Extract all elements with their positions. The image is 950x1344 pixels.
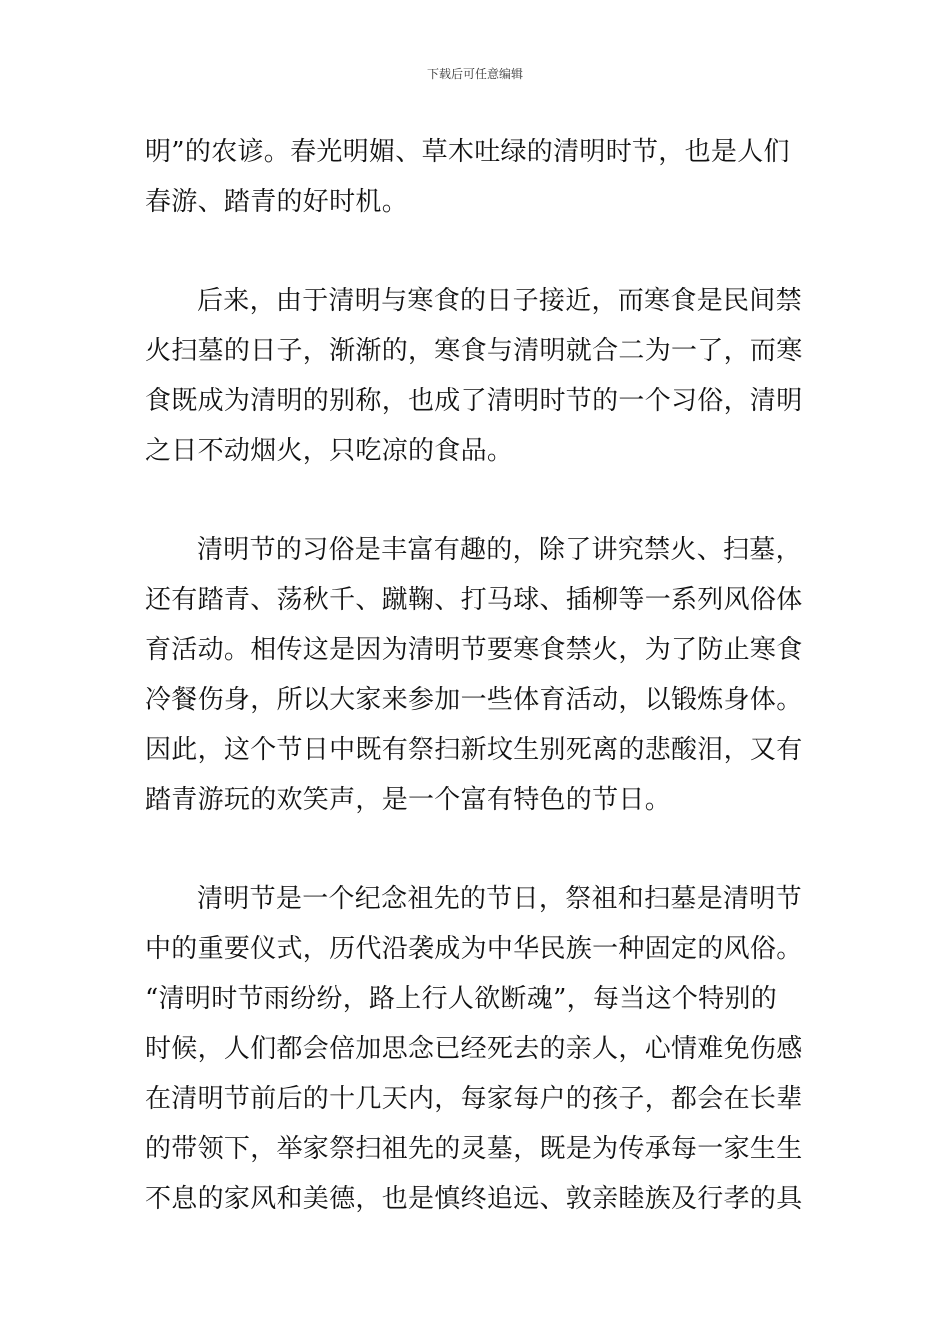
paragraph-customs xyxy=(145,525,815,825)
paragraph-ancestors xyxy=(145,874,815,1224)
text-line: “清明时节雨纷纷，路上行人欲断魂”，每当这个特别的 xyxy=(145,984,778,1014)
text-line: 之日不动烟火，只吃凉的食品。 xyxy=(145,436,514,466)
text-line: 食既成为清明的别称，也成了清明时节的一个习俗，清明 xyxy=(145,386,803,416)
text-line: 中的重要仪式，历代沿袭成为中华民族一种固定的风俗。 xyxy=(145,934,803,964)
text-line: 清明节的习俗是丰富有趣的，除了讲究禁火、扫墓， xyxy=(197,535,802,565)
text-line: 还有踏青、荡秋千、蹴鞠、打马球、插柳等一系列风俗体 xyxy=(145,585,803,615)
text-line: 明”的农谚。春光明媚、草木吐绿的清明时节，也是人们 xyxy=(145,137,790,167)
text-line: 清明节是一个纪念祖先的节日，祭祖和扫墓是清明节 xyxy=(197,884,802,914)
text-line: 踏青游玩的欢笑声，是一个富有特色的节日。 xyxy=(145,785,672,815)
text-line: 冷餐伤身，所以大家来参加一些体育活动，以锻炼身体。 xyxy=(145,685,803,715)
text-line: 时候，人们都会倍加思念已经死去的亲人，心情难免伤感 xyxy=(145,1034,803,1064)
text-line: 因此，这个节日中既有祭扫新坟生别死离的悲酸泪，又有 xyxy=(145,735,803,765)
text-line: 火扫墓的日子，渐渐的，寒食与清明就合二为一了，而寒 xyxy=(145,336,803,366)
text-line: 不息的家风和美德，也是慎终追远、敦亲睦族及行孝的具 xyxy=(145,1184,803,1214)
text-line: 在清明节前后的十几天内，每家每户的孩子，都会在长辈 xyxy=(145,1084,803,1114)
document-body xyxy=(145,127,815,1224)
text-line: 后来，由于清明与寒食的日子接近，而寒食是民间禁 xyxy=(197,286,802,316)
paragraph-continued xyxy=(145,127,815,227)
paragraph-hanshi xyxy=(145,276,815,476)
page-header: 下载后可任意编辑 xyxy=(426,67,523,81)
text-line: 春游、踏青的好时机。 xyxy=(145,187,409,217)
text-line: 育活动。相传这是因为清明节要寒食禁火，为了防止寒食 xyxy=(145,635,803,665)
text-line: 的带领下，举家祭扫祖先的灵墓，既是为传承每一家生生 xyxy=(145,1134,803,1164)
